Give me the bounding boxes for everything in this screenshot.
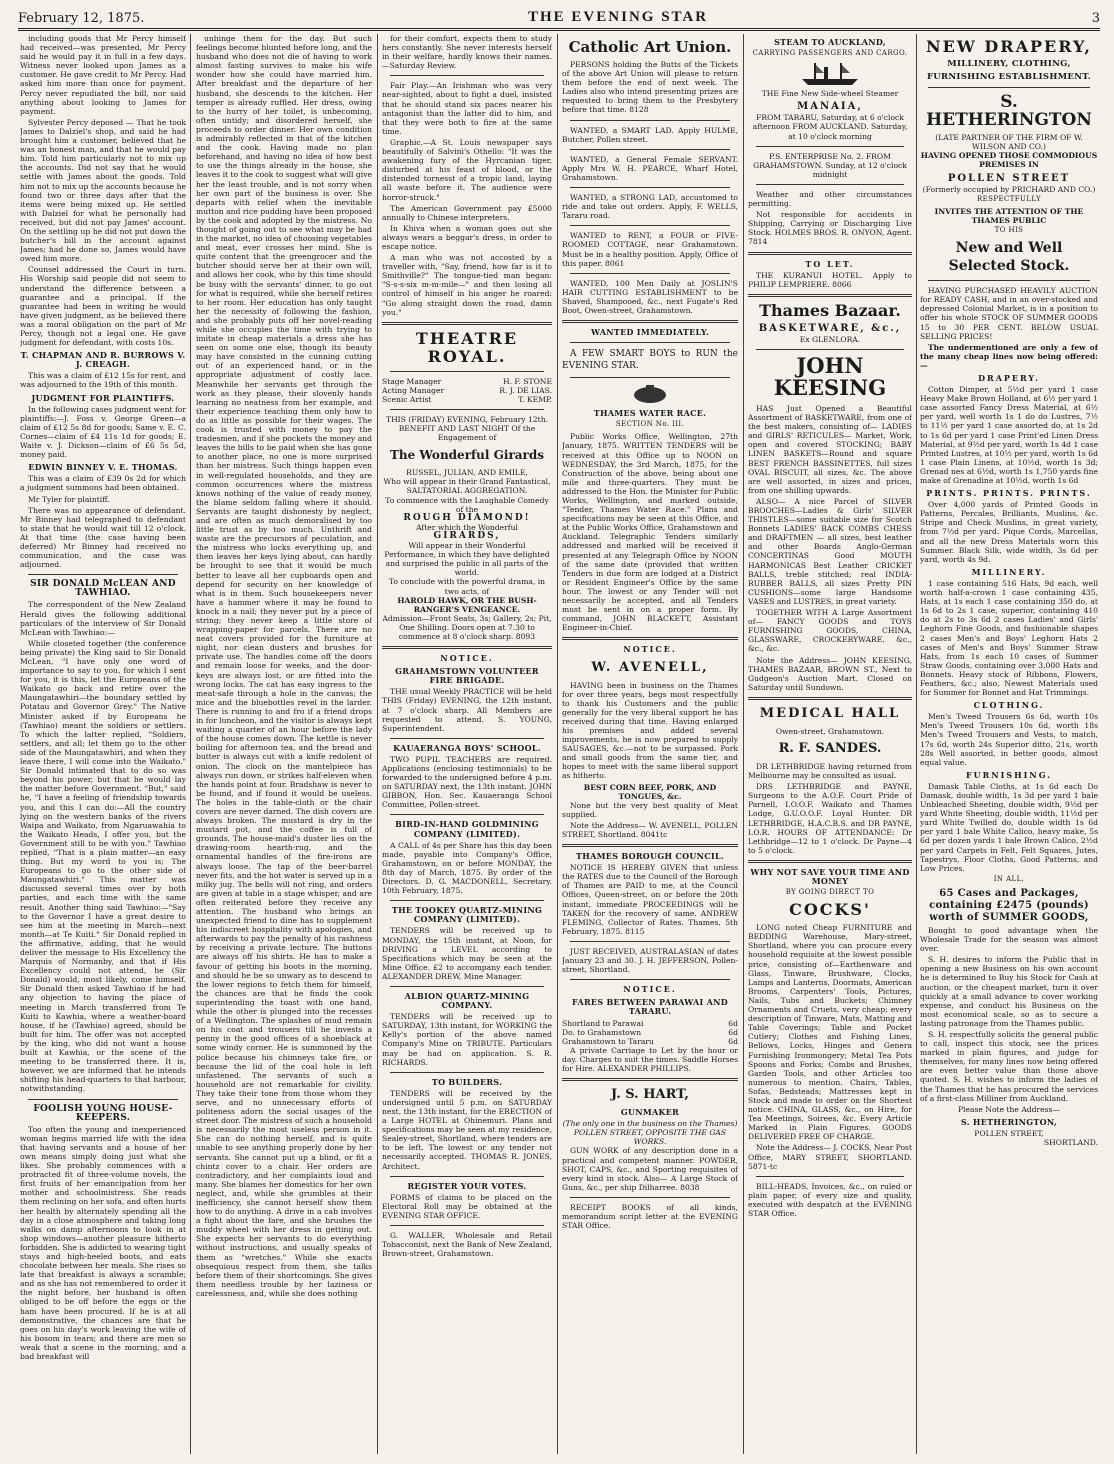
case-heading: JUDGMENT FOR PLAINTIFFS. <box>31 392 175 403</box>
court-report-text: Sylvester Percy deposed — That he took James to Dalziel's shop, and said he had brought him a customer, believed that he was an honest man, and that he would pay him. Told him particularly not to mix up the accounts. Did not say that he would settle with James about the goods. Told him not to mix up the accounts because he found two or three days after that the items were being mixed up. He settled with Dalziel for what he personally had received, but did not pay James' account. On the settling up he did not put down the butcher's bill in the account against James; had he done so, James would have owed him more. <box>20 117 186 264</box>
notice-heading: KAUAERANGA BOYS' SCHOOL. <box>393 742 541 753</box>
fare-row <box>562 1037 738 1046</box>
notice-text: TENDERS will be received up to SATURDAY, 13th instant, for WORKING the Kelly's portion of the above named Company's Mine on TRIBUTE. Particulars may be had on application. S. R. RICHARDS. <box>382 1012 552 1067</box>
ad-line: FROM TARARU, Saturday, at 6 o'clock afternoon FROM AUCKLAND. Saturday, at 10 o'clock morning <box>752 113 908 141</box>
page-number: 3 <box>1091 11 1100 26</box>
ad-headline: Catholic Art Union. <box>568 38 732 56</box>
ad-heading: 65 Cases and Packages, containing £2475 (pounds) worth of SUMMER GOODS, <box>929 887 1089 923</box>
tender-text: Public Works Office, Wellington, 27th January, 1875. WRITTEN TENDERS will be received at this Office up to NOON on WEDNESDAY, the 3rd March, 1875, for the Construction of the above, being about one mile and three-quarters. They must be addressed to the Hon. the Minister for Public Works, Wellington, and marked outside, "Tender, Thames Water Race." Plans and specifications may be seen at this Office, and at the Public Works Office, Grahamstown and Auckland. Telegraphic Tenders similarly addressed and marked will be received if presented at any Telegraph Office by NOON of the same date (provided that written Tenders in due form are lodged at a District or Resident Engineer's Office by the same hour. The lowest or any Tender will not necessarily be accepted, and all Tenders must be sent in on a proper form. By command, JOHN BLACKETT, Assistant Engineer-in-Chief. <box>562 432 738 633</box>
notice-heading: NOTICE. <box>623 984 677 995</box>
paragraph-item: The American Government pay £5000 annually to Chinese interpreters. <box>382 203 552 222</box>
article-text: for their comfort, expects them to study hers constantly. She never interests herself in their welfare, hardly knows their names.—Saturday Review. <box>382 34 552 71</box>
staff-role: Scenic Artist <box>382 394 432 404</box>
divider <box>382 322 552 325</box>
newspaper-title: THE EVENING STAR <box>528 9 709 25</box>
divider <box>756 184 904 185</box>
ad-heading: S. HETHERINGTON, <box>960 1116 1058 1127</box>
divider <box>570 120 730 121</box>
ad-subheading: SECTION No. III. <box>615 420 685 429</box>
divider <box>756 349 904 350</box>
paragraph-item: In Khiva when a woman goes out she always wears a beggar's dress, in order to escape notice. <box>382 223 552 251</box>
article-heading: FOOLISH YOUNG HOUSE-KEEPERS. <box>33 1103 173 1123</box>
ad-text: Bought to good advantage when the Wholesale Trade for the season was almost over. <box>920 925 1098 954</box>
staff-name: R. J. DE LIAS. <box>499 385 552 395</box>
notice-heading: FARES BETWEEN PARAWAI AND TARARU. <box>571 997 729 1017</box>
ad-text: PERSONS holding the Butts of the Tickets of the above Art Union will please to return them before the end of next week. The Ladies also who intend presenting prizes are requested to bring them to the Presbytery before that time. 8128 <box>562 60 738 115</box>
ad-text: GUN WORK of any description done in a practical and competent manner. POWDER, SHOT, CAPS, &c., and Sporting requisites of every kind in stock. Also— A Large Stock of Guns, &c., per ship Dilharree. 8038 <box>562 1146 738 1192</box>
ad-subheading: BY GOING DIRECT TO <box>785 888 875 897</box>
divider <box>390 1225 544 1226</box>
notice-heading: THE TOOKEY QUARTZ-MINING COMPANY (LIMITED). <box>391 905 543 925</box>
ad-line: BENEFIT AND LAST NIGHT Of the Engagement of <box>398 424 536 443</box>
ad-line: HAVING OPENED THOSE COMMODIOUS PREMISES IN <box>920 151 1098 170</box>
divider <box>748 697 912 700</box>
divider <box>928 87 1090 88</box>
ad-headline: J. S. HART, <box>611 1087 689 1103</box>
section-heading: DRAPERY. <box>978 372 1040 383</box>
ad-heading: POLLEN STREET <box>947 172 1071 184</box>
divider <box>390 409 544 410</box>
ad-text: DRS LETHBRIDGE and PAYNE, Surgeons to the A.O.F. Court Pride of Parnell, I.O.O.F. Waikato and Thames Lodge, G.U.O.O.F. Loyal Hunter. DR LETHBRIDGE, H.A.C.B.S. and DR PAYNE, I.O.R. HOURS OF ATTENDANCE: Dr Lethbridge—12 to 1 o'clock. Dr Payne—4 to 5 o'clock. <box>748 782 912 855</box>
ad-text: The undermentioned are only a few of the many cheap lines now being offered:— <box>920 342 1098 370</box>
ad-heading: BASKETWARE, &c., <box>758 322 902 334</box>
issue-date: February 12, 1875. <box>18 11 145 26</box>
ad-text: HAVING PURCHASED HEAVILY AUCTION for READY CASH, and in an over-stocked and depressed Colonial Market, is in a position to offer his whole STOCK OF SUMMER GOODS 15 to 30 PER CENT. BELOW USUAL SELLING PRICES! <box>920 286 1098 341</box>
column-4 <box>562 34 738 1458</box>
notice-text: JUST RECEIVED, AUSTRALASIAN of dates January 23 and 30. J. H. JEFFERSON, Pollen-street, Shortland. <box>562 946 738 975</box>
notice-heading: BIRD-IN-HAND GOLDMINING COMPANY (LIMITED). <box>395 819 539 839</box>
staff-row <box>382 386 552 395</box>
notice-heading: GRAHAMSTOWN VOLUNTEER FIRE BRIGADE. <box>395 666 539 686</box>
ad-line: SHORTLAND. <box>1043 1138 1098 1147</box>
wanted-ad: WANTED, 100 Men Daily at JOSLIN'S HAIR CUTTING ESTABLISHMENT to be Shaved, Shampooed, &c., next Fugate's Red Boot, Owen-street, Grahamstown. <box>562 278 738 315</box>
notice-heading: TO BUILDERS. <box>431 1076 503 1087</box>
notice-text: G. WALLER, Wholesale and Retail Tobacconist, next the Bank of New Zealand, Brown-street, Grahamstown. <box>382 1231 552 1259</box>
divider <box>570 187 730 188</box>
section-heading: CLOTHING. <box>973 700 1045 711</box>
divider <box>570 149 730 150</box>
notice-heading: NOTICE. <box>623 644 677 655</box>
column-rule <box>190 34 191 1454</box>
ad-text: S. H. desires to inform the Public that in opening a new Business on his own account he is determined to Buy his Stock for Cash at auction, or the cheapest market, turn it over quickly at a small advance to cover working expense, and conduct his Business on the most economical scale, so as to secure a lasting patronage from the Thames public. <box>920 955 1098 1028</box>
staff-row <box>382 377 552 386</box>
divider <box>28 1099 178 1100</box>
court-report-text: including goods that Mr Percy himself had received—was presented, Mr Percy said he would pay it in full in a few days. Witness never looked upon James as a customer. He gave credit to Mr Percy. Had asked him more than once for payment. Percy never repudiated the bill, nor said anything about looking to James for payment. <box>20 34 186 116</box>
ad-heading: WHY NOT SAVE YOUR TIME AND MONEY <box>750 866 910 886</box>
price-list: Cotton Dimper, at 5½d per yard 1 case Heavy Make Brown Holland, at 6½ per yard 1 case assorted Fancy Dress Material, at 6½ per yard, well worth 1s 1 do do Lustres, 7½ to 11½ per yard 1 case assorted do, at 1s 2d to 1s 6d per yard 1 case Print'ed Linen Dress Material, at 9½d per yard, worth 1s 4d 1 case Printed Lustres, at 10½ per yard, worth 1s 6d 1 case Plain Linens, at 10½d, worth 1s 3d; Grenad nes at 6½d, worth 1s 1,750 yards fine make of Grenadine at 10½d, worth 1s 6d <box>920 385 1098 485</box>
ad-text: BILL-HEADS, Invoices, &c., on ruled or plain paper, of every size and quality, executed with despatch at the EVENING STAR Office. <box>748 1181 912 1218</box>
steamer-icon <box>800 61 860 87</box>
divider <box>562 637 738 640</box>
price-list: Over 4,000 yards of Printed Goods in Patterns, Percales, Brilliants, Muslins, &c. Stripe and Check Muslins, in great variety, from 7½d per yard. Pique Cords, Marcellas, and all the new Dress Materials worn this Summer. Black Silk, wide width, 3s 6d per yard, worth 4s 9d. <box>920 500 1098 564</box>
ad-subheading: IN ALL, <box>993 874 1025 883</box>
ad-line: ROUGH DIAMOND! <box>403 512 531 523</box>
paragraph-item: Fair Play.—An Irishman who was very near-sighted, about to fight a duel, insisted that he should stand six paces nearer his antagonist than the latter did to him, and that they were both to fire at the same time. <box>382 81 552 136</box>
divider <box>756 1176 904 1177</box>
ad-line: Will appear in their Wonderful Performance, in which they have delighted and surprised the public in all parts of the world. <box>384 541 550 578</box>
divider <box>28 574 178 575</box>
ad-headline: Thames Bazaar. <box>759 300 901 320</box>
ad-line: HAROLD HAWK, OR THE BUSH-RANGER'S VENGEANCE. <box>397 595 537 614</box>
ad-subheading: TO HIS <box>994 226 1024 235</box>
article-text: While closeted together (the conference being private) the King said to Sir Donald McLean, "I have only one word of importance to say to you, for which I sent for you, it is this, let the Europeans of the Waikato go back and retire over the Maungatawhiri—the boundary settled by Potatau and Governor Grey." The Native Minister asked if by Europeans he (Tawhiao) meant the soldiers or settlers. To which the latter replied, "Soldiers, settlers, and all; let them go to the other side of the Maungatawhiri, and when they leave there, I will come into the Waikato." Sir Donald intimated that to do so was beyond his power, but that he would lay the matter before Government. "But," said he, "I have a feeling of friendship towards you, and this I can do:—All the country lying on the western banks of the rivers Waipa and Waikato, from Ngaruawahia to the Waikato Heads, I offer you, but the Government still to be with you." Tawhiao replied, "That is a plain matter—an easy thing. But my word to you is; The Europeans to go to the other side of Maungatawhiri." This matter was discussed several times over by both parties, and each time with the same result. Another thing said Tawhiao:—"Say to the Governor I have a great desire to see him at the meeting in March—next month—at Te Kuiti." Sir Donald replied in the affirmative, adding, that he would deliver the message to His Excellency the Marquis of Normanby, and that if His Excellency could not attend, he (Sir Donald) would, most likely, come himself. Sir Donald then asked Tawhiao if he had any objection to having the place of meeting in March transferred from Te Kuiti to Kawhia, where a weather-board house, if he (Tawhiao) agreed, should be built for him. The offer was not accepted by the king, who did not want a house built at Kawhia, or the scene of the meeting to be transferred there. It is, however, we are informed that he intends shifting his head-quarters to that harbour, notwithstanding. <box>20 638 186 1094</box>
ad-line: BEST CORN BEEF, PORK, AND TONGUES, &c. <box>583 782 717 801</box>
divider <box>570 377 730 378</box>
divider <box>570 941 730 942</box>
ad-text: Note the Address— J. COCKS, Near Post Office, MARY STREET, SHORTLAND. 5871-tc <box>748 1143 912 1171</box>
notice-text: TENDERS will be received by the undersigned until 5 p.m. on SATURDAY next, the 13th instant, for the ERECTION of a Large HOTEL at Ohinemuri. Plans and specifications may be seen at my residence, Sealey-street, Shortland, where tenders are to be left. The lowest or any tender not necessarily accepted. THOMAS R. JONES, Architect. <box>382 1088 552 1171</box>
masthead <box>18 0 1100 31</box>
ad-line: INVITES THE ATTENTION OF THE THAMES PUBLIC <box>934 206 1084 225</box>
ad-line: To commence with the Laughable Comedy of the <box>385 495 549 514</box>
divider <box>382 646 552 649</box>
ad-line: After which the Wonderful <box>416 522 518 532</box>
notice-heading: ALBION QUARTZ-MINING COMPANY. <box>404 990 530 1011</box>
ad-headline: S. HETHERINGTON <box>926 92 1092 131</box>
ad-line: THE Fine New Side-wheel Steamer <box>761 89 899 99</box>
ad-subheading: RESPECTFULLY <box>976 194 1042 203</box>
divider <box>570 342 730 343</box>
case-text: This was a claim of £39 0s 2d for which a judgment summons had been obtained. <box>20 474 186 493</box>
article-text: The correspondent of the New Zealand Herald gives the following additional particulars of the interview of Sir Donald McLean with Tawhiao:— <box>20 600 186 637</box>
case-text: There was no appearance of defendant. Mr Binney had telegraphed to defendant to state that he would wait till 12 o'clock. At that time (the case having been deferred) Mr Binney had received no communication, and the case was adjourned. <box>20 505 186 570</box>
ad-heading: WANTED IMMEDIATELY. <box>590 327 710 338</box>
notice-text: A CALL of 4s per Share has this day been made, payable into Company's Office, Grahamstown, on or before MONDAY, the 8th day of March, 1875. By order of the Directors. D. G. MACDONELL, Secretary. 10th February, 1875. <box>382 840 552 896</box>
ad-headline: COCKS' <box>789 900 871 920</box>
fares-table <box>562 1019 738 1046</box>
ad-headline: JOHN KEESING <box>773 352 887 400</box>
ad-text: Not responsible for accidents in Shipping, Carrying or Discharging Live Stock. HOLMES BROS. R. ONYON, Agent. 7814 <box>748 210 912 247</box>
divider <box>756 146 904 147</box>
column-rule <box>377 34 378 1454</box>
fare-price: 6d <box>728 1027 738 1037</box>
ad-headline: NEW DRAPERY, <box>926 37 1092 56</box>
ad-heading: MILLINERY, CLOTHING, <box>947 59 1071 69</box>
column-6 <box>920 34 1098 1458</box>
divider <box>390 1072 544 1073</box>
divider <box>562 1078 738 1081</box>
theatre-ad-title: THEATRE ROYAL. <box>415 328 519 366</box>
ad-line: Who will appear in their Grand Fantastical, SALTATORIAL AGGREGATION. <box>383 477 551 496</box>
price-list: 1 case containing 516 Hats, 9d each, well worth half-a-crown 1 case containing 435, Hats, at 1s each 1 case containing 350 do, at 1s 6d to 2s 1 case, superior, containing 410 do at 2s to 3s 6d 2 cases Ladies' and Girls' Leghorn Fine Goods, and fashionable shapes 2 cases Men's and Boys' Leghorn Hats 2 cases of Men's and Boys' Summer Straw Hats, from 1s each 10 cases of Summer Straw Goods, containing over 3,000 Hats and Bonnets. Heavy stock of Ribbons, Flowers, Feathers, &c.; also, Newest Materials used for Summer for Bonnet and Hat Trimmings. <box>920 578 1098 698</box>
divider <box>390 1176 544 1177</box>
staff-role: Acting Manager <box>382 385 445 395</box>
paragraph-item: Graphic.—A St. Louis newspaper says beautifully of Salvini's Othello: "It was the awakening fury of the Hyrcanian tiger, disturbed at his feast of blood, or the distended tornesst of a tropic land, laying all waste before it. The audience were horror-struck." <box>382 137 552 202</box>
ad-text: None but the very best quality of Meat supplied. <box>562 800 738 819</box>
article-text: Too often the young and inexperienced woman begins married life with the idea that having servants and a house of her own means simply doing just what she likes. She probably commences with a protracted fit of three-volume novels, the first fruits of her emancipation from her mother and schoolmistress. She reads them reclining on her sofa, and often hurts her health by alternately spending all the day in a close atmosphere and taking long walks on damp afternoons to look in at shop windows—another pleasure hitherto forbidden. She is addicted to wearing tight stays and high-heeled boots, and eats chocolate between her meals. She rises so late that breakfast is always a scramble; and as she has not remembered to order it the night before, her husband is often obliged to be off before the eggs or the ham have been procured. If he is at all demonstrative, the chances are that he goes on his day's work leaving the wife of his bosom in tears; and there are men so weak that a scene in the morning, and a bad breakfast will <box>20 1124 186 1362</box>
column-2 <box>196 34 372 1458</box>
ad-line: Admission—Front Seats, 3s; Gallery, 2s; Pit, One Shilling. Doors open at 7.30 to commence at 8 o'clock sharp. 8093 <box>382 613 552 641</box>
section-heading: MILLINERY. <box>971 566 1047 577</box>
ad-headline: New and Well Selected Stock. <box>948 240 1070 275</box>
staff-name: T. KEMP. <box>518 394 552 404</box>
ad-text: A FEW SMART BOYS to RUN the EVENING STAR. <box>562 349 738 372</box>
notice-text: NOTICE IS HEREBY GIVEN that unless the RATES due to the Council of the Borough of Thames are PAID to me, at the Council Offices, Queen-street, on or before the 20th instant, immediate PROCEEDINGS will be TAKEN for the recovery of same. ANDREW FLEMING, Collector of Rates. Thames, 5th February, 1875. 8115 <box>562 863 738 936</box>
fare-route: Shortland to Parawai <box>562 1018 644 1028</box>
ship-name: MANAIA, <box>797 101 863 113</box>
ad-heading: GUNMAKER <box>620 1107 680 1118</box>
ad-text: HAS Just Opened a Beautiful Assortment of BASKETWARE, from one of the best makers, consisting of— LADIES and GIRLS' RETICULES— Market, Work, open and covered STOCKING; BABY LINEN BASKETS—Round and square BEST FRENCH BASSINETTES, full sizes OVAL BISCUIT, all sizes, &c. The above are well assorted, in sizes and prices, from one shilling upwards. <box>748 403 912 495</box>
divider <box>390 814 544 815</box>
divider <box>748 294 912 297</box>
column-rule <box>557 34 558 1454</box>
divider <box>928 280 1090 281</box>
case-heading: EDWIN BINNEY V. E. THOMAS. <box>28 462 178 473</box>
wanted-ad: WANTED to RENT, a FOUR or FIVE-ROOMED COTTAGE, near Grahamstown. Must be in a healthy position. Apply, Office of this paper. 8061 <box>562 231 738 268</box>
wanted-ad: WANTED, a SMART LAD. Apply HULME, Butcher, Pollen street. <box>562 125 738 144</box>
case-heading: T. CHAPMAN AND R. BURROWS V. J. CREAGH. <box>20 350 186 370</box>
divider <box>570 273 730 274</box>
ad-headline: The Wonderful Girards <box>389 448 545 463</box>
column-rule <box>916 34 917 1454</box>
divider <box>570 979 730 980</box>
ad-text: RECEIPT BOOKS of all kinds, memorandum script letter at the EVENING STAR Office. <box>562 1202 738 1231</box>
notice-text: TENDERS will be received up to MONDAY, the 15th instant, at Noon, for DRIVING a LEVEL according to Specifications which may be seen at the Mine Office. £2 to accompany each tender. ALEXANDER DREW, Mine Manager. <box>382 926 552 981</box>
staff-row <box>382 395 552 404</box>
ad-heading: STEAM TO AUCKLAND, <box>774 37 886 47</box>
divider <box>570 225 730 226</box>
divider <box>748 860 912 863</box>
ad-subheading: CARRYING PASSENGERS AND CARGO. <box>752 49 908 58</box>
notice-text: TWO PUPIL TEACHERS are required. Applications (enclosing testimonials) to be forwarded to the undersigned before 4 p.m. on SATURDAY next, the 13th instant. JOHN GIBBON, Hon. Sec. Kauaeranga School Committee, Pollen-street. <box>382 754 552 810</box>
fare-price: 6d <box>728 1018 738 1028</box>
ad-line: P.S. ENTERPRISE No. 2. FROM GRAHAMSTOWN. Sunday, at 12 o'clock midnight <box>753 151 907 179</box>
ad-heading: THAMES WATER RACE. <box>593 408 707 419</box>
notice-text: FORMS of claims to be placed on the Electoral Roll may be obtained at the EVENING STAR OFFICE. <box>382 1192 552 1220</box>
ad-text: Note the Address— W. AVENELL, POLLEN STREET, Shortland. 8041tc <box>562 820 738 839</box>
notice-heading: THAMES BOROUGH COUNCIL. <box>576 851 724 862</box>
divider <box>390 371 544 372</box>
fare-route: Do. to Grahamstown <box>562 1027 642 1037</box>
ad-heading: TO LET. <box>805 258 855 269</box>
wanted-ad: WANTED, a General Female SERVANT. Apply Mrs W. H. PEARCE, Wharf Hotel, Grahamstown. <box>562 154 738 182</box>
divider <box>562 320 738 323</box>
ad-line: (Formerly occupied by PRICHARD AND CO.) <box>922 184 1096 194</box>
divider <box>570 1197 730 1198</box>
article-heading: SIR DONALD McLEAN AND TAWHIAO. <box>30 579 176 599</box>
price-list: Men's Tweed Trousers 6s 6d, worth 10s Men's Tweed Trousers 10s 6d, worth 18s Men's Tweed Trousers and Vests, to match, 17s 6d, worth 24s Superior ditto, 21s, worth 28s Well assorted, in better goods, almost equal value. <box>920 712 1098 767</box>
ad-line: (LATE PARTNER OF THE FIRM OF W. WILSON AND CO.) <box>935 133 1083 152</box>
ad-text: HAVING been in business on the Thames for over three years, begs most respectfully to thank his Customers and the public generally for the very liberal support he has received during that time. Having enlarged his premises and added several improvements, he is now prepared to supply SAUSAGES, &c.—not to be surpassed. Pork and small goods from the same tier, and hopes to meet with the same liberal support as hitherto. <box>562 680 738 781</box>
column-1 <box>20 34 186 1458</box>
article-text: unhinge them for the day. But such feelings become blunted before long, and the husband who does not die of having to work almost fasting survives to make his wife wonder how she could have married him. After breakfast and the departure of her husband, she descends to the kitchen. Her temper is already ruffled. Her dress, owing to the hurry of her toilet, is unbecoming, often untidy; and disordered herself, she proceeds to order dinner. Her own condition is admirably reflected in that of the kitchen and the cook. Having made no plan beforehand, and having no idea of how best to use the things already in the house, she leaves it to the cook to suggest what will give her the least trouble, and is not sorry when her own part of the business is over. She departs with relief when the inevitable mutton and rice pudding have been proposed by the cook and adopted by the mistress. No thought of going out to see what may be had in the market, no idea of choosing vegetables and meat, ever crosses her mind. She is quite content that the greengrocer and the butcher should serve her at their own will, and allows her cook, who by this time should be busy with the servants' dinner, to go out for what is required, while she herself retires to her room. Her education has only taught her the necessity of following the fashion, and she probably puts off her novel-reading while she occupies the time with trying to imitate in cheap materials a dress she has seen on some one else, though its beauty may have consisted in the cunning cutting out of an experienced hand, or in the appropriate adjustment of costly lace. Meanwhile her servants get through the work as they please, their slovenly hands learning no neatness from her example, and their experience teaching them only how to do as little as possible for their wages. The cook is trusted with money to pay the tradesmen, and if she pockets the money and leaves the bills to be paid when she has gone to another place, no one is more surprised than her mistress. Such things happen even in well-regulated households, and they are common occurrences where the mistress knows nothing of the value of ready money, the blame seldom falling where it should. Servants are taught dishonesty by neglect, and are often as much demoralised by too little trust as by too much. Unthrift and waste are the precursors of peculation, and the mistress who locks everything up, and then leaves her keys lying about, can hardly be brought to see that it would be much better to leave all her cupboards open and depend for security on her knowledge of what is in them. Such housekeepers never have a hammer where it may be found to knock in a nail; they never put by a piece of string; they never keep a little store of wrapping-paper for parcels. There are no neat covers provided for the furniture at night, nor clean dusters and brushes for private use. The handles come off the doors and remain loose for weeks, and the door-keys are always lost, or are fitted into the wrong locks. The cat has easy ingress to the meat-safe through a hole in the canvas; the mice and the bluebottles revel in the larder. There is running to and fro if a friend drops in for luncheon, and the visitor is always kept waiting a quarter of an hour before the lady of the house comes down. The kettle is never boiling for afternoon tea, and the bread and butter is always cut with a knife redolent of onion. The clock on the mantelpiece has always run down, or strikes half-eleven when the hands point at four. Bradshaw is never to be found, and if found it would be useless. The holes in the table-cloth or the chair covers are never darned. The dish covers are always broken. The mustard is dry in the mustard pot, and the coffee is full of grounds. The house-maid's duster lies on the drawing-room hearth-rug, and the ornamental handles of the fire-irons are always loose. The tap of the beer-barrel never fits, and the hot water is served up in a milky jug. The bells will not ring, and orders are given at table in a stage whisper, and are often reiterated before they receive any attention. The husband who brings an unexpected friend to dine has to supplement his indiscreet hospitality with apologies, and afterwards to pay the penalty of his rashness by receiving a private lecture. The buttons are always off his shirts. He has to make a favour of getting his boots in the morning, and should he be so unwary as to descend to the lower regions to fetch them for himself, the chances are that he finds the cook superintending the toast with one hand, while the other is plunged into the recesses of a Wellington. The splashes of mud remain on his coat and trousers till he invests a penny in the good offices of a shoeblack at some windy corner. He is summoned by the police because his chimneys take fire, or because the lid of the coal hole is left unfastened. The servants of such a household are not remarkable for civility. They take their tone from those whom they serve, and no unnecessary efforts of politeness adorn the social usages of the street door. The mistress of such a household is necessarily the most useless person in it. She can do nothing herself, and is quite unable to see anything properly done by her servants. She cannot put up a blind, or fit a chintz cover to a chair. Her orders are contradictory, and her complaints loud and many. She blames her domestics for her own neglect, and, while she grumbles at their inefficiency, she cannot herself show them how to do anything. A drive in a cab involves a fight about the fare, and she brushes the muddy wheel with her dress in getting out. She expects her servants to do everything without instructions, and usually speaks of them as "wretches." While she exacts obsequious respect from them, she talks before them of their shortcomings. She gives them needless trouble by her laziness or carelessness, and, while she does nothing <box>196 34 372 1298</box>
fare-row <box>562 1028 738 1037</box>
fare-row <box>562 1019 738 1028</box>
ad-text: TOGETHER WITH A Large Assortment of— FANCY GOODS and TOYS FURNISHING GOODS, CHINA, GLASSWARE, CROCKERYWARE, &c., &c., &c. <box>748 608 912 654</box>
price-list: Damask Table Cloths, at 1s 6d each Do Damask, double width, 1s 3d per yard 1 bale Unbleached Sheeting, double width, 9½d per yard White Sheeting, double width, 11½d per yard White Twilled do, double width 1s 6d per yard 1 bale White Calico, heavy make, 5s 6d per dozen yards 1 bale Brown Calico, 2½d per yard Carpets in Felt, Felt Squares, Jutes, Tapestrys, Floor Cloths, Good Patterns, and Low Prices. <box>920 781 1098 873</box>
wanted-ad: WANTED, a STRONG LAD, accustomed to ride and take out orders. Apply, F. WELLS, Tararu road. <box>562 193 738 221</box>
staff-role: Stage Manager <box>382 376 442 386</box>
notice-heading: REGISTER YOUR VOTES. <box>407 1180 527 1191</box>
ad-text: DR LETHBRIDGE having returned from Melbourne may be consulted as usual. <box>748 761 912 781</box>
ad-line: GIRARDS, <box>433 530 501 541</box>
notice-text: THE usual Weekly PRACTICE will be held THIS (Friday) EVENING, the 12th instant, at 7 o'clock sharp. All Members are requested to attend. S. YOUNG, Superintendent. <box>382 687 552 733</box>
case-text: Mr Tyler for plaintiff. <box>28 494 110 504</box>
ad-heading: FURNISHING ESTABLISHMENT. <box>926 72 1092 83</box>
ad-text: LONG noted Cheap FURNITURE and BEDDING Warehouse, Mary-street, Shortland, where you can procure every household requisite at the lowest possible price, consisting of—Earthenware and Glass, Tinware, Brushware, Clocks, Lamps and Lanterns, Doormats, American Brooms, Carpenters' Tools, Pictures, Nails, Tubs and Buckets; Chimney Ornaments and Cruets, very cheap; every description of Tinware, Mats, Matting and Table Coverings; Table and Pocket Cutlery; Clothes and Fishing Lines, Bellows, Locks, Hinges and Genera Furnishing Ironmongery; Metal Tea Pots Spoons and Forks; Combs and Brushes, Garden Tools, and other Articles too numerous to mention. Chairs, Tables, Sofas, Bedsteads; Mattresses kept in Stock and made to order on the Shortest notice. CHINA, GLASS, &c., on Hire, for Tea Meetings, Soirees, &c. Every Article Marked in Plain Figures. GOODS DELIVERED FREE OF CHARGE. <box>748 923 912 1142</box>
divider <box>390 75 544 76</box>
staff-name: H. F. STONE <box>502 376 552 386</box>
divider <box>390 986 544 987</box>
ad-text: THE KURANUI HOTEL. Apply to PHILIP LEMPRIERE. 8066 <box>748 270 912 289</box>
ad-line: Please Note the Address— <box>957 1104 1061 1114</box>
ad-line: RUSSEL, JULIAN, AND EMILE, <box>406 468 528 478</box>
notice-heading: NOTICE. <box>440 653 494 664</box>
ad-line: (The only one in the business on the Thames) POLLEN STREET, OPPOSITE THE GAS WORKS. <box>562 1119 738 1147</box>
ad-text: Note the Address— JOHN KEESING, THAMES BAZAAR, BROWN ST., Next to Gudgeon's Auction Mart. Closed on Saturday until Sundown. <box>748 655 912 692</box>
column-rule <box>743 34 744 1454</box>
notice-text: A private Carriage to Let by the hour or day. Charges to suit the times. Saddle Horses for Hire. ALEXANDER PHILLIPS. <box>562 1045 738 1073</box>
column-5 <box>748 34 912 1458</box>
ad-headline: W. AVENELL, <box>591 659 709 675</box>
case-text: In the following cases judgment went for plaintiffs:—J. Foss v. George Green—a claim of £12 5s 8d for goods; Same v. E. C. Cornes—claim of £4 11s 1d for goods; E. Waite v. J. Dickson—claim of £6 5s 5d, money paid. <box>20 404 186 460</box>
ad-line: To conclude with the powerful drama, in two acts, of <box>388 577 546 596</box>
ad-line: Owen-street, Grahamstown. <box>775 726 885 736</box>
paragraph-item: A man who was not accosted by a traveller with, "Say, friend, how far is it to Smithville?" The tongue-tied man began: "S-s-s-six m-m-mile—" and then losing all control of himself in his anger he roared: "Go along straight down the road, damn you." <box>382 253 552 317</box>
divider <box>390 900 544 901</box>
fare-price: 6d <box>728 1036 738 1046</box>
ad-headline: MEDICAL HALL <box>759 705 901 721</box>
divider <box>562 844 738 847</box>
divider <box>748 252 912 255</box>
ad-headline: R. F. SANDES. <box>778 740 882 756</box>
column-3 <box>382 34 552 1458</box>
fare-route: Grahamstown to Tararu <box>562 1036 654 1046</box>
ad-text: ALSO— A nice Parcel of SILVER BROOCHES—Ladies & Girls' SILVER THISTLES—some suitable size for Scotch Bonnets LADIES' BACK COMBS CHESS and DRAFTMEN — all sizes, best leather and other Boards Anglo-German CONCERTINAS Good MOUTH HARMONICAS Best Leather CRICKET BALLS, treble stitched; real INDIA-RUBBER BALLS, all sizes Pretty PIN CUSHIONS—some large Handsome VASES and LUSTRES, in great variety. <box>748 496 912 606</box>
ad-line: POLLEN STREET, <box>974 1128 1044 1138</box>
section-heading: PRINTS. PRINTS. PRINTS. <box>926 488 1092 499</box>
case-text: This was a claim of £12 15s for rent, and was adjourned to the 19th of this month. <box>20 371 186 390</box>
theatre-staff-list <box>382 377 552 404</box>
ad-text: S. H. respectfully solicits the general public to call, inspect this stock, see the prices marked in plain figures, and judge for themselves, for many lines now being offered are even better value than those above quoted. S. H. wishes to inform the ladies of the Thames that he has procured the services of a first-class Milliner from Auckland. <box>920 1029 1098 1103</box>
ad-line: Ex GLENLORA. <box>799 334 861 344</box>
court-report-text: Counsel addressed the Court in turn. His Worship said people did not seem to understand the difference between a guarantee and a principal. If the guarantee had been in writing he would have given judgment, as he believed there was a moral obligation on the part of Mr Percy, though not a legal one. He gave judgment for defendant, with costs 10s. <box>20 265 186 348</box>
section-heading: FURNISHING. <box>965 769 1053 780</box>
ad-text: Weather and other circumstances permitting. <box>748 189 912 209</box>
royal-crest-icon <box>630 383 670 405</box>
divider <box>390 738 544 739</box>
ad-line: THIS (FRIDAY) EVENING, February 12th. <box>386 415 548 424</box>
